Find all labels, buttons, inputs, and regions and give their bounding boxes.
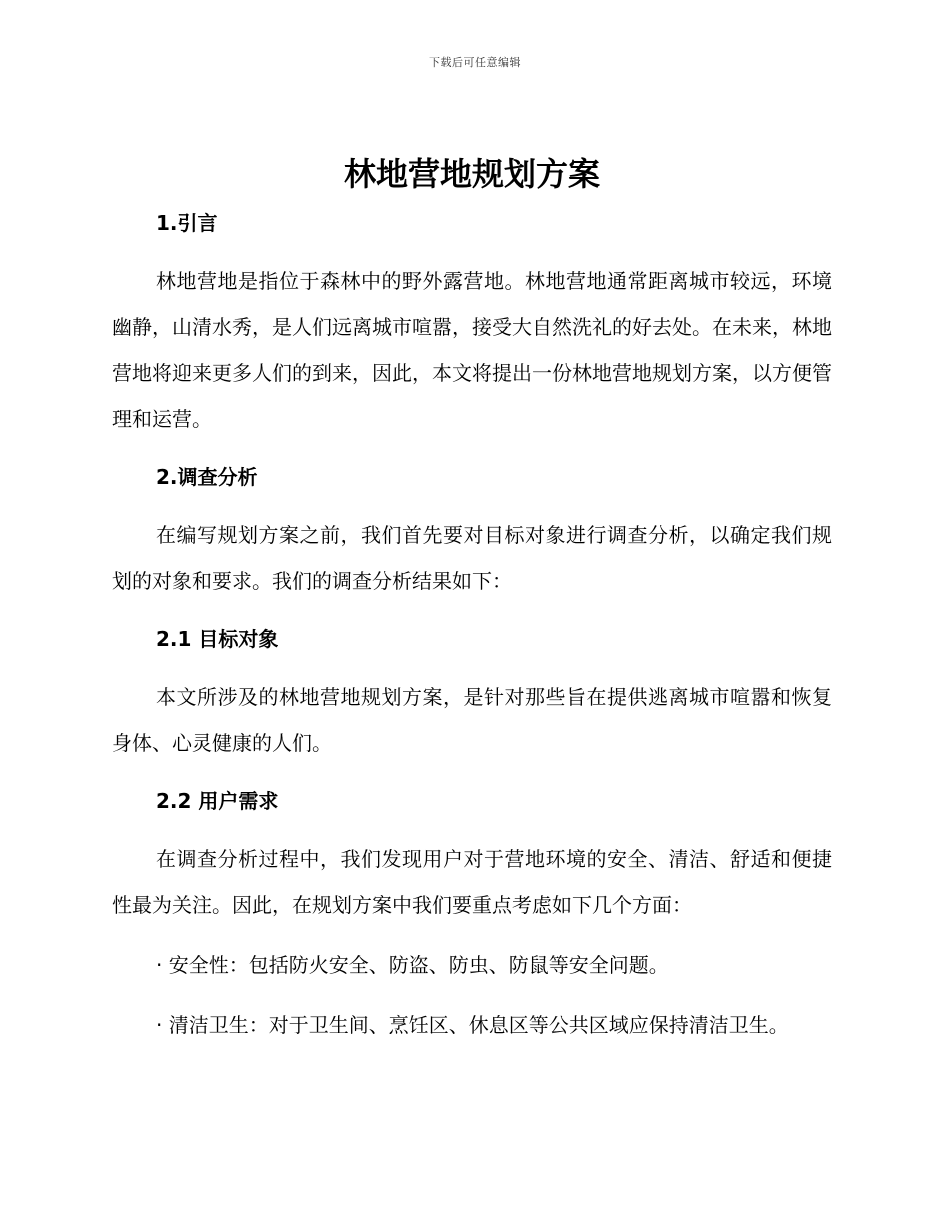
section-1-paragraph: 林地营地是指位于森林中的野外露营地。林地营地通常距离城市较远，环境幽静，山清水秀，是人们远离城市喧嚣，接受大自然洗礼的好去处。在未来，林地营地将迎来更多人们的到来，因此，本文将提出一份林地营地规划方案，以方便管理和运营。 bbox=[112, 269, 832, 431]
section-2-2-heading: 2.2 用户需求 bbox=[156, 789, 279, 813]
document-body bbox=[112, 148, 832, 1048]
section-1-heading: 1.引言 bbox=[156, 211, 218, 235]
section-2-2-paragraph: 在调查分析过程中，我们发现用户对于营地环境的安全、清洁、舒适和便捷性最为关注。因此，在规划方案中我们要重点考虑如下几个方面： bbox=[112, 847, 832, 917]
section-2-1-heading: 2.1 目标对象 bbox=[156, 627, 279, 651]
section-2-1-paragraph: 本文所涉及的林地营地规划方案，是针对那些旨在提供逃离城市喧嚣和恢复身体、心灵健康的人们。 bbox=[112, 685, 832, 755]
bullet-safety: · 安全性：包括防火安全、防盗、防虫、防鼠等安全问题。 bbox=[156, 953, 669, 977]
bullet-cleanliness: · 清洁卫生：对于卫生间、烹饪区、休息区等公共区域应保持清洁卫生。 bbox=[156, 1013, 789, 1037]
document-title: 林地营地规划方案 bbox=[343, 155, 600, 193]
section-2-paragraph: 在编写规划方案之前，我们首先要对目标对象进行调查分析，以确定我们规划的对象和要求。我们的调查分析结果如下： bbox=[112, 523, 832, 593]
header-note: 下载后可任意编辑 bbox=[429, 56, 521, 69]
section-2-heading: 2.调查分析 bbox=[156, 465, 258, 489]
